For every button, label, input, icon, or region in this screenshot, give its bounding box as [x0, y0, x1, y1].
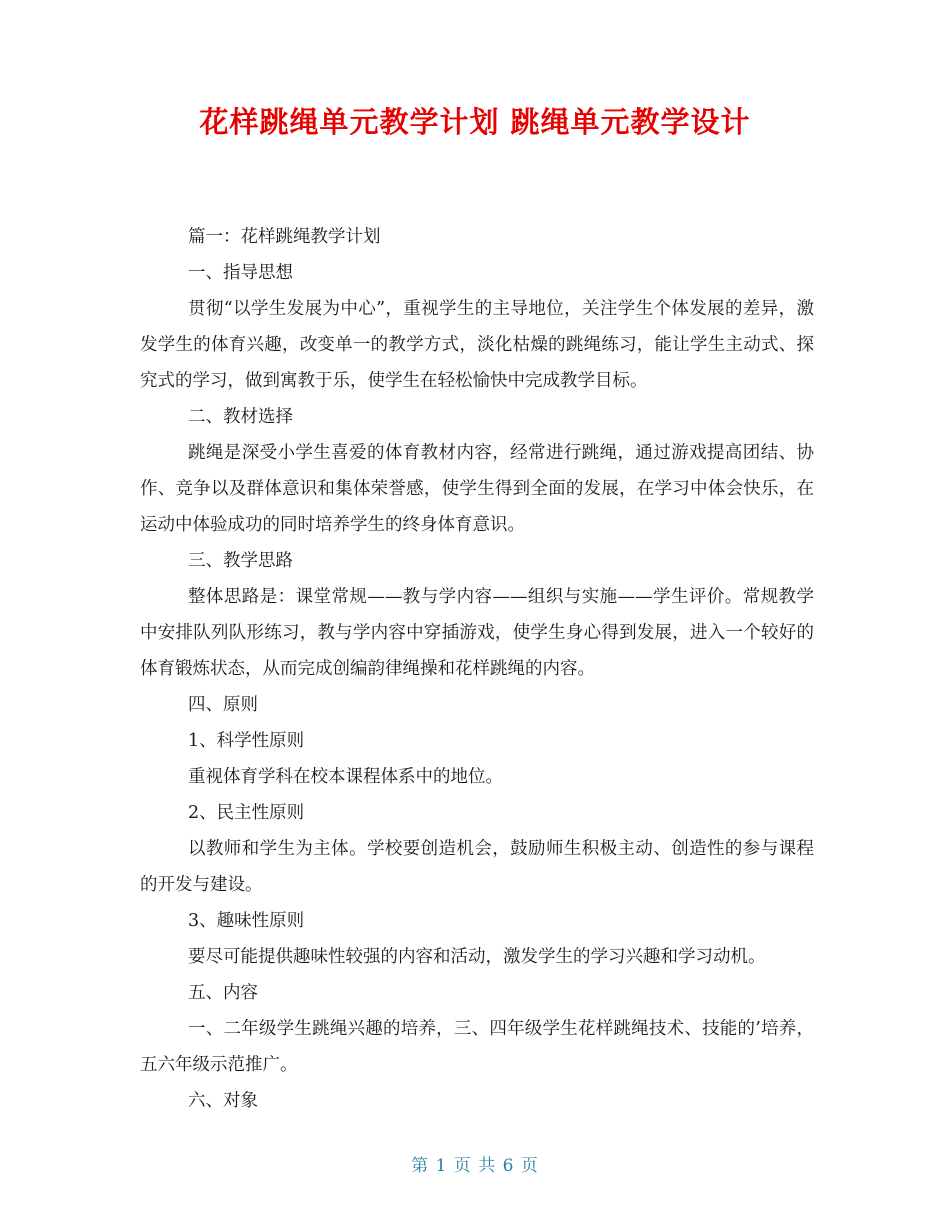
paragraph: 要尽可能提供趣味性较强的内容和活动，激发学生的学习兴趣和学习动机。 — [188, 947, 766, 967]
page-footer: 第 1 页 共 6 页 — [411, 1156, 539, 1176]
document-body — [140, 219, 814, 1119]
paragraph: 重视体育学科在校本课程体系中的地位。 — [188, 767, 503, 787]
section-heading: 二、教材选择 — [188, 407, 293, 427]
sub-heading: 1、科学性原则 — [188, 731, 305, 751]
sub-heading: 3、趣味性原则 — [188, 911, 305, 931]
paragraph: 以教师和学生为主体。学校要创造机会，鼓励师生积极主动、创造性的参与课程的开发与建设。 — [140, 839, 814, 895]
section-heading: 三、教学思路 — [188, 551, 293, 571]
paragraph: 贯彻“以学生发展为中心”，重视学生的主导地位，关注学生个体发展的差异，激发学生的体育兴趣，改变单一的教学方式，淡化枯燥的跳绳练习，能让学生主动式、探究式的学习，做到寓教于乐，使学生在轻松愉快中完成教学目标。 — [140, 299, 814, 391]
section-heading: 一、指导思想 — [188, 263, 293, 283]
document-title: 花样跳绳单元教学计划 跳绳单元教学设计 — [199, 105, 751, 139]
paragraph: 一、二年级学生跳绳兴趣的培养，三、四年级学生花样跳绳技术、技能的’培养，五六年级示范推广。 — [140, 1019, 814, 1075]
section-heading: 五、内容 — [188, 983, 258, 1003]
section-heading: 六、对象 — [188, 1091, 258, 1111]
paragraph: 整体思路是：课堂常规——教与学内容——组织与实施——学生评价。常规教学中安排队列队形练习，教与学内容中穿插游戏，使学生身心得到发展，进入一个较好的体育锻炼状态，从而完成创编韵律绳操和花样跳绳的内容。 — [140, 587, 814, 679]
section-heading: 四、原则 — [188, 695, 258, 715]
sub-heading: 2、民主性原则 — [188, 803, 305, 823]
paragraph: 跳绳是深受小学生喜爱的体育教材内容，经常进行跳绳，通过游戏提高团结、协作、竞争以及群体意识和集体荣誉感，使学生得到全面的发展，在学习中体会快乐，在运动中体验成功的同时培养学生的终身体育意识。 — [140, 443, 814, 535]
paragraph: 篇一：花样跳绳教学计划 — [188, 227, 381, 247]
